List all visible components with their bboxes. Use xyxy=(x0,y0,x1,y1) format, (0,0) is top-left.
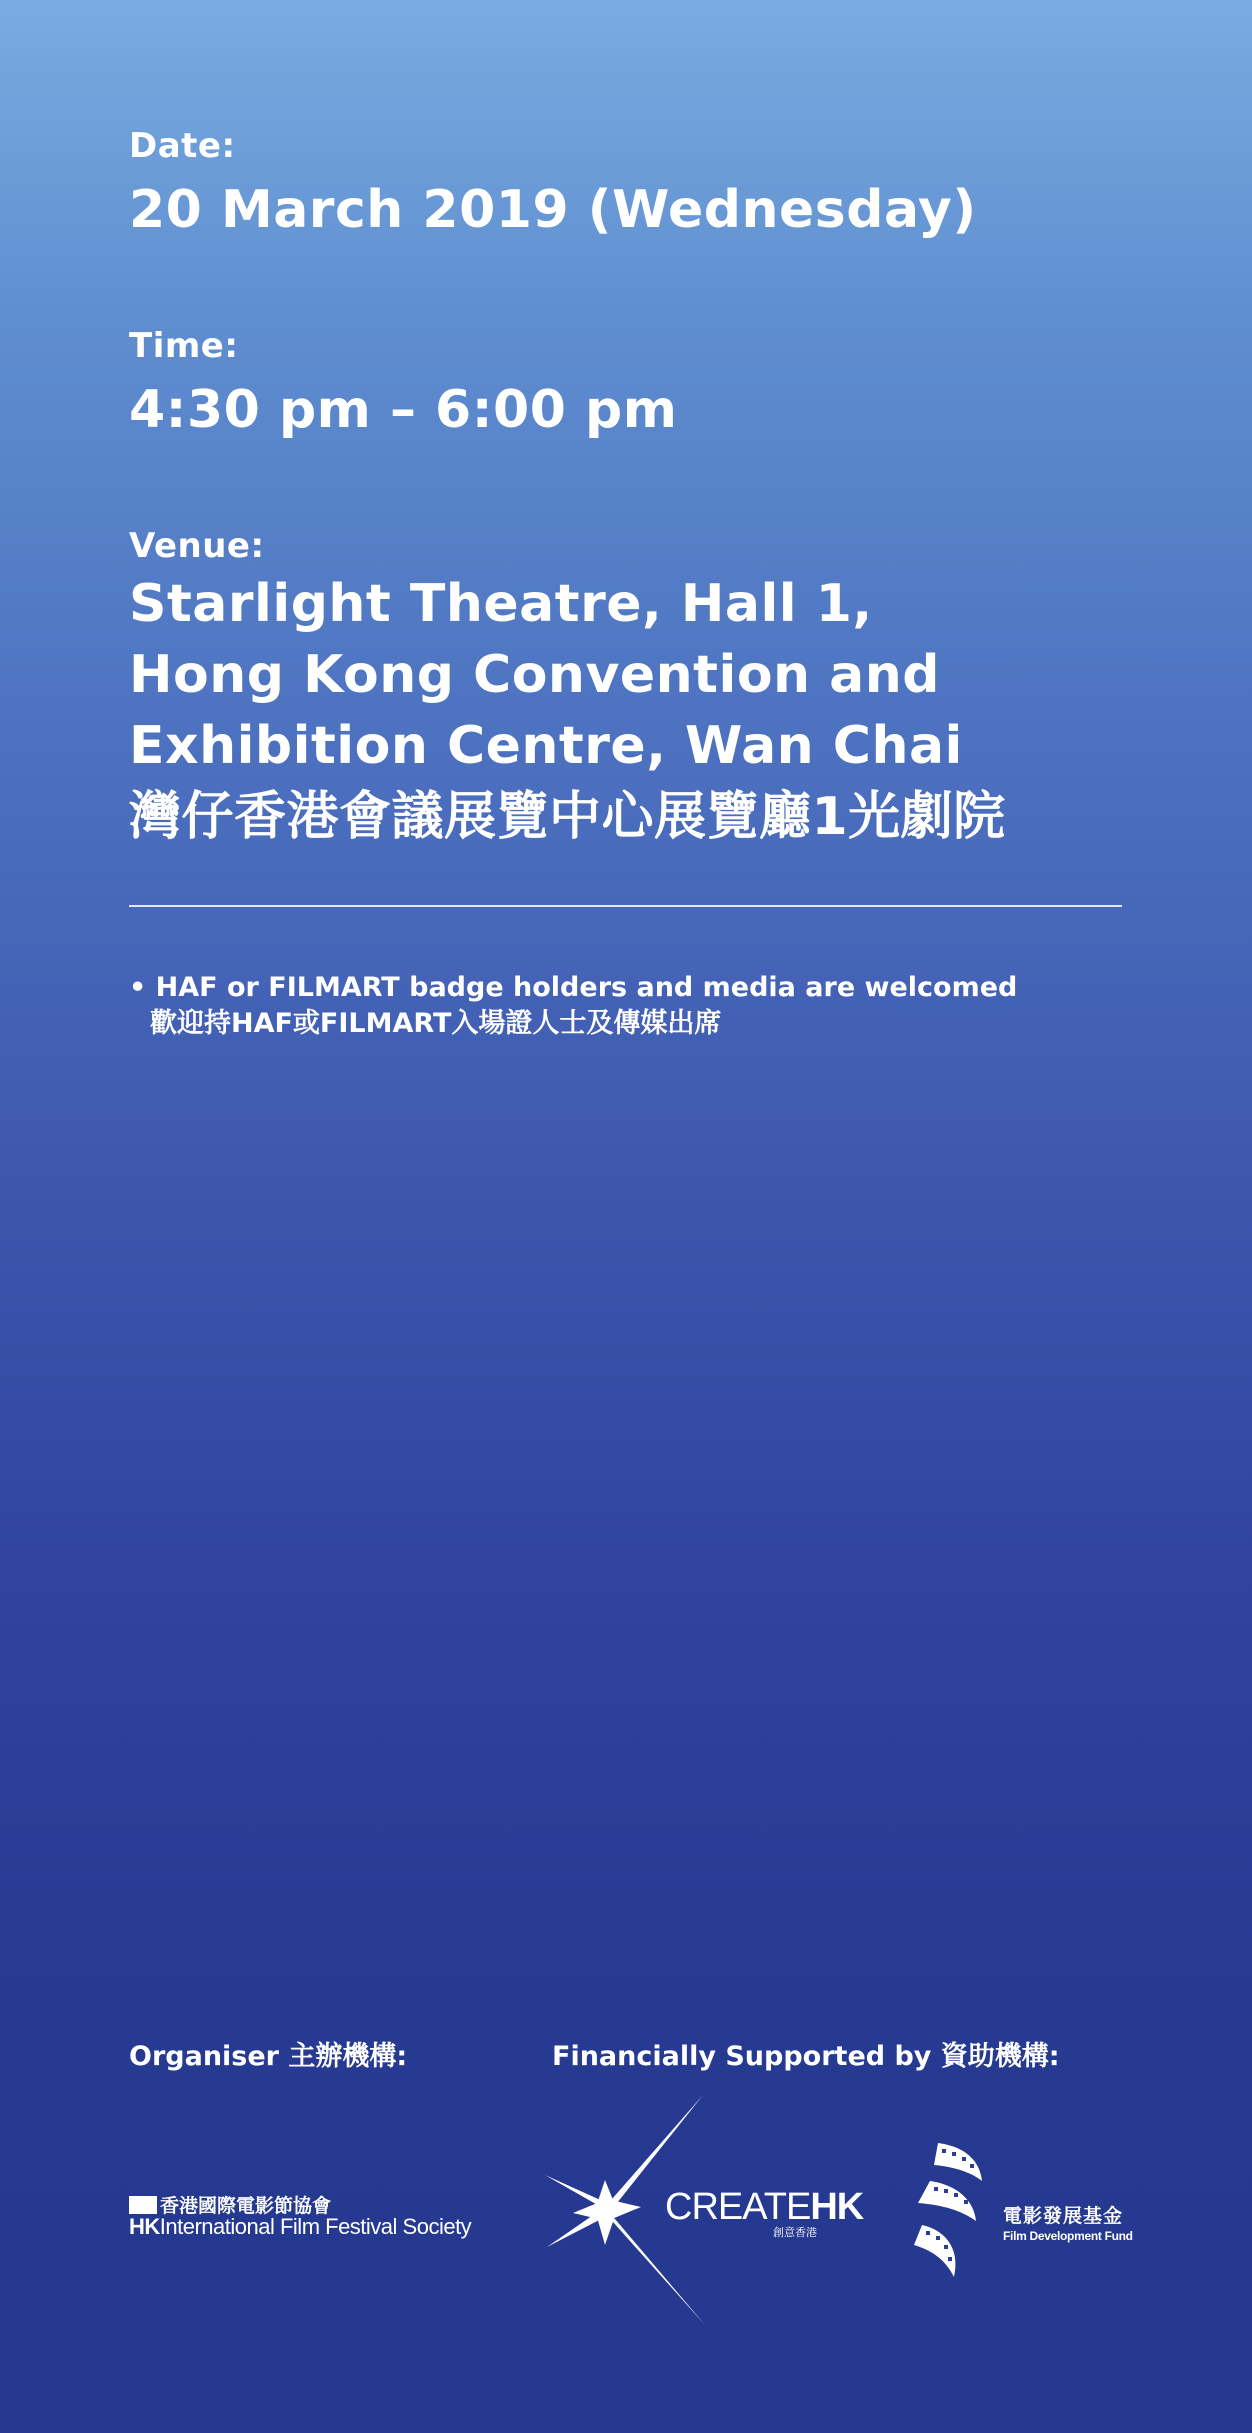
supporter-label: Financially Supported by 資助機構: xyxy=(552,2041,1060,2072)
createhk-name-chinese: 創意香港 xyxy=(773,2226,817,2239)
date-value: 20 March 2019 (Wednesday) xyxy=(129,180,977,240)
venue-label: Venue: xyxy=(129,526,265,566)
organiser-label: Organiser 主辦機構: xyxy=(129,2041,408,2072)
film-development-fund-logo xyxy=(910,2135,1133,2285)
hkiff-society-logo xyxy=(129,2195,479,2239)
venue-line-chinese: 灣仔香港會議展覽中心展覽廳1光劇院 xyxy=(129,787,1006,847)
venue-line-3: Exhibition Centre, Wan Chai xyxy=(129,716,963,776)
hkiff-name-prefix: HK xyxy=(129,2214,160,2239)
createhk-name-light: CREATE xyxy=(665,2186,811,2228)
section-divider xyxy=(129,905,1122,907)
venue-line-1: Starlight Theatre, Hall 1, xyxy=(129,574,873,634)
time-section xyxy=(129,326,677,443)
attendance-note xyxy=(129,970,1017,1042)
createhk-logo xyxy=(545,2095,864,2325)
date-section xyxy=(129,126,977,243)
note-chinese: 歡迎持HAF或FILMART入場證人士及傳媒出席 xyxy=(150,1008,722,1039)
createhk-name-bold: HK xyxy=(810,2186,864,2228)
fdf-name-chinese: 電影發展基金 xyxy=(1003,2205,1124,2227)
time-value: 4:30 pm – 6:00 pm xyxy=(129,380,678,440)
time-label: Time: xyxy=(129,326,239,366)
hkiff-mark-icon xyxy=(129,2196,157,2214)
film-reel-icon xyxy=(910,2135,1000,2285)
hkiff-name-english: International Film Festival Society xyxy=(159,2214,472,2239)
venue-line-2: Hong Kong Convention and xyxy=(129,645,940,705)
venue-section xyxy=(129,526,1006,850)
fdf-name-english: Film Development Fund xyxy=(1003,2229,1133,2243)
date-label: Date: xyxy=(129,126,236,166)
note-english: • HAF or FILMART badge holders and media are welcomed xyxy=(129,972,1018,1003)
hkiff-name-chinese: 香港國際電影節協會 xyxy=(160,2195,332,2217)
